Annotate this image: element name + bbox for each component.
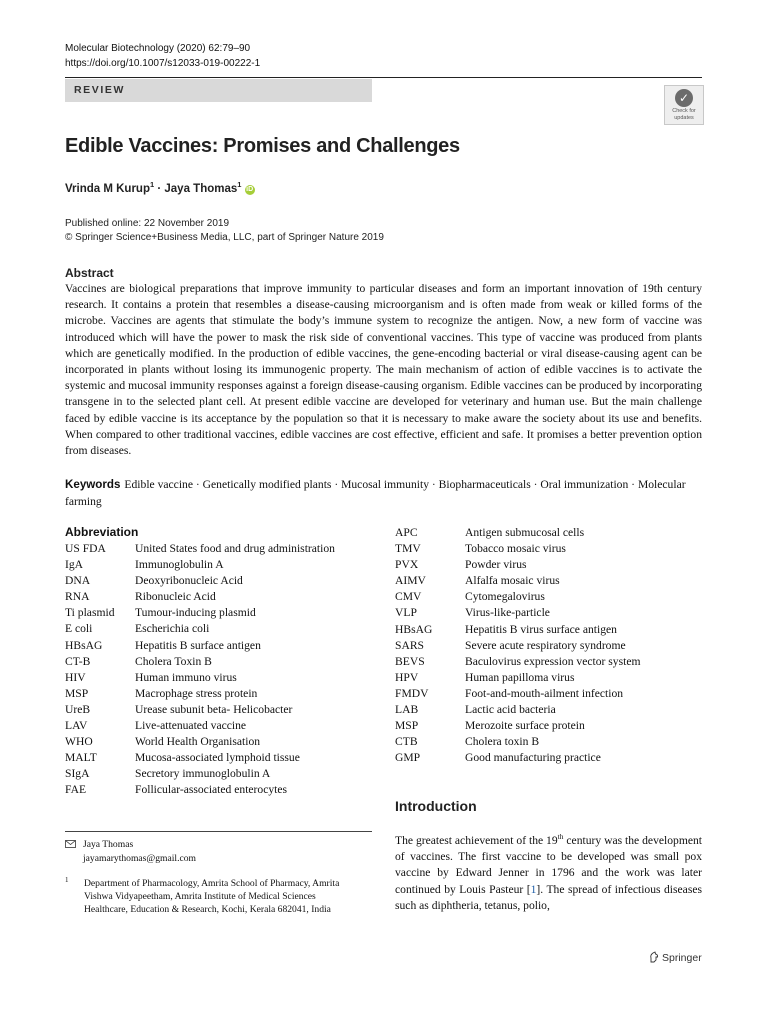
abbreviation-code: MSP (65, 686, 89, 700)
abbreviation-code: UreB (65, 702, 91, 716)
author-affiliation-sup: 1 (149, 180, 155, 189)
abbreviation-row (65, 541, 335, 557)
corresponding-name: Jaya Thomas (83, 839, 134, 850)
abbreviation-code: WHO (65, 735, 93, 749)
abbreviation-code: US FDA (65, 542, 106, 555)
abbreviation-row (65, 702, 335, 718)
abbreviation-code: PVX (395, 558, 419, 572)
abbreviation-code: IgA (65, 558, 84, 572)
abbreviation-row (65, 638, 335, 654)
abbreviation-definition: Cholera toxin B (465, 735, 540, 749)
abbreviation-code: E coli (65, 622, 93, 636)
abbreviation-code: AIMV (395, 574, 426, 588)
abbreviation-row (395, 573, 640, 589)
abbreviation-definition: Urease subunit beta- Helicobacter (135, 702, 293, 716)
abbreviation-code: HIV (65, 670, 86, 684)
abbreviation-list-right (395, 525, 640, 766)
publisher-name: Springer (662, 952, 702, 964)
abbreviation-definition: Mucosa-associated lymphoid tissue (135, 751, 300, 765)
keywords (65, 476, 702, 510)
abbreviation-code: TMV (395, 542, 421, 556)
abbreviation-definition: Severe acute respiratory syndrome (465, 638, 626, 652)
check-for-updates-badge[interactable] (664, 85, 704, 125)
abbreviation-definition: Tumour-inducing plasmid (135, 606, 256, 620)
abbreviation-code: CTB (395, 735, 418, 749)
abbreviation-definition: Alfalfa mosaic virus (465, 574, 560, 588)
abbreviation-definition: Foot-and-mouth-ailment infection (465, 686, 624, 700)
abbreviation-row (65, 782, 335, 798)
check-badge-line1: Check for (672, 108, 696, 114)
abbreviation-row (65, 670, 335, 686)
abbreviation-row (65, 734, 335, 750)
affiliation-text: Department of Pharmacology, Amrita School of Pharmacy, Amrita Vishwa Vidyapeetham, Amrita Institute of Medical Sciences Healthcare, Education & Research, Kochi, Kerala 682041, India (84, 878, 340, 915)
keywords-label: Keywords (65, 478, 121, 491)
abbreviation-row (395, 525, 640, 541)
keywords-text: Edible vaccine · Genetically modified plants · Mucosal immunity · Biopharmaceuticals · Oral immunization · Molecular farming (65, 478, 686, 508)
abbreviation-code: CMV (395, 590, 422, 604)
abbreviation-definition: United States food and drug administration (135, 542, 335, 555)
abbreviation-definition: Immunoglobulin A (135, 558, 224, 572)
citation-link[interactable]: 1 (530, 882, 537, 896)
footnote-rule (65, 831, 372, 832)
journal-header (65, 41, 260, 71)
abbreviation-row (395, 718, 640, 734)
affiliation (65, 877, 355, 916)
abbreviation-code: DNA (65, 574, 91, 588)
introduction-text: The greatest achievement of the 19th century was the development of vaccines. The first vaccine to be developed was small pox vaccine by Edward Jenner in 1796 and the work was later continued by Louis Pasteur [1]. The spread of infectious diseases such as diphtheria, tetanus, polio, (395, 832, 703, 912)
abbreviation-definition: Merozoite surface protein (465, 719, 585, 733)
abbreviation-definition: Human papilloma virus (465, 670, 575, 684)
abbreviation-code: Ti plasmid (65, 606, 115, 620)
publication-info (65, 217, 384, 245)
abbreviation-row (395, 654, 640, 670)
abbreviation-heading: Abbreviation (65, 525, 139, 539)
abbreviation-code: MSP (395, 719, 419, 733)
abbreviation-row (395, 557, 640, 573)
abbreviation-row (65, 573, 335, 589)
copyright-line: © Springer Science+Business Media, LLC, part of Springer Nature 2019 (65, 232, 384, 243)
abstract-text: Vaccines are biological preparations that improve immunity to particular diseases and form an important innovation of 19th century research. It contains a protein that resembles a disease-causing microorganism and is often made from weak or killed forms of the microbe. Vaccines are agents that stimulate the body’s immune system to recognize the antigen. Now, a new form of vaccine was introduced which will have the power to mask the risk side of conventional vaccines. This type of vaccine was produced from plants which are genetically modified. In the production of edible vaccines, the gene-encoding bacterial or viral disease-causing agent can be incorporated in plants without losing its immunogenic property. The main mechanism of action of edible vaccines is to activate the systemic and mucosal immunity responses against a foreign disease-causing organism. Edible vaccines can be produced by incorporating transgene in to the selected plant cell. At present edible vaccine are developed for veterinary and human use. But the main challenge faced by edible vaccine is its acceptance by the population so that it is necessary to make aware the society about its use and benefits. When compared to other traditional vaccines, edible vaccines are cost effective, efficient and safe. It promises a better prevention option from diseases. (65, 282, 702, 458)
check-badge-line2: updates (674, 114, 694, 121)
abbreviation-definition: Tobacco mosaic virus (465, 542, 566, 556)
abbreviation-definition: Cholera Toxin B (135, 654, 212, 668)
abbreviation-code: VLP (395, 606, 417, 620)
abbreviation-definition: Lactic acid bacteria (465, 703, 556, 717)
abbreviation-code: BEVS (395, 654, 425, 668)
abbreviation-row (395, 589, 640, 605)
abbreviation-definition: Human immuno virus (135, 670, 237, 684)
article-title: Edible Vaccines: Promises and Challenges (65, 135, 460, 157)
abbreviation-row (395, 734, 640, 750)
abbreviation-definition: Good manufacturing practice (465, 751, 601, 765)
springer-horse-icon (648, 951, 660, 963)
abbreviation-row (65, 766, 335, 782)
abbreviation-row (65, 621, 335, 637)
abbreviation-definition: Macrophage stress protein (135, 686, 258, 700)
abbreviation-row (65, 654, 335, 670)
bookmark-check-icon: ✓ (675, 89, 693, 107)
abbreviation-definition: Ribonucleic Acid (135, 590, 216, 604)
abbreviation-row (65, 718, 335, 734)
affiliation-number: 1 (65, 876, 69, 884)
abbreviation-row (395, 670, 640, 686)
abbreviation-definition: Baculovirus expression vector system (465, 654, 641, 668)
abbreviation-code: SARS (395, 638, 425, 652)
abbreviation-code: APC (395, 526, 418, 539)
envelope-icon (65, 840, 76, 848)
abbreviation-row (65, 605, 335, 621)
author-separator: · (154, 182, 165, 195)
corresponding-email[interactable]: jayamarythomas@gmail.com (83, 852, 197, 864)
abbreviation-row (65, 750, 335, 766)
abbreviation-code: GMP (395, 751, 421, 765)
abbreviation-code: RNA (65, 590, 90, 604)
abbreviation-row (395, 750, 640, 766)
abbreviation-definition: Secretory immunoglobulin A (135, 767, 271, 781)
author-affiliation-sup: 1 (237, 180, 242, 189)
publisher-logo (648, 951, 702, 964)
author-list (65, 177, 255, 197)
abbreviation-code: HBsAG (395, 622, 433, 636)
abbreviation-row (395, 686, 640, 702)
author-name[interactable]: Vrinda M Kurup (65, 182, 150, 195)
abstract-heading: Abstract (65, 266, 114, 280)
abbreviation-definition: Follicular-associated enterocytes (135, 783, 288, 797)
header-rule (65, 77, 702, 78)
abbreviation-code: MALT (65, 751, 97, 765)
journal-citation: Molecular Biotechnology (2020) 62:79–90 (65, 43, 251, 54)
abbreviation-definition: World Health Organisation (135, 735, 261, 749)
abbreviation-code: HBsAG (65, 638, 103, 652)
abbreviation-list-left (65, 541, 335, 799)
abbreviation-row (395, 541, 640, 557)
abbreviation-definition: Cytomegalovirus (465, 590, 545, 604)
abbreviation-definition: Hepatitis B surface antigen (135, 638, 261, 652)
abbreviation-row (65, 686, 335, 702)
abbreviation-code: HPV (395, 670, 419, 684)
abbreviation-code: LAV (65, 719, 88, 733)
orcid-icon[interactable]: iD (246, 185, 254, 193)
abbreviation-definition: Virus-like-particle (465, 606, 550, 620)
abbreviation-row (395, 638, 640, 654)
article-type-band (65, 79, 372, 102)
abbreviation-definition: Powder virus (465, 558, 527, 572)
published-date: Published online: 22 November 2019 (65, 218, 229, 229)
abbreviation-row (395, 702, 640, 718)
author-name[interactable]: Jaya Thomas (164, 182, 238, 195)
abbreviation-definition: Deoxyribonucleic Acid (135, 574, 243, 588)
abbreviation-code: SIgA (65, 767, 90, 781)
abbreviation-row (395, 622, 640, 638)
abbreviation-row (65, 557, 335, 573)
abbreviation-definition: Hepatitis B virus surface antigen (465, 622, 617, 636)
article-type-label: REVIEW (74, 84, 126, 96)
abbreviation-code: CT-B (65, 654, 91, 668)
introduction-heading: Introduction (395, 798, 477, 814)
abbreviation-row (395, 605, 640, 621)
abbreviation-definition: Antigen submucosal cells (465, 526, 585, 539)
abbreviation-definition: Live-attenuated vaccine (135, 719, 247, 733)
abbreviation-code: FMDV (395, 686, 429, 700)
corresponding-author (65, 838, 196, 865)
doi-link[interactable]: https://doi.org/10.1007/s12033-019-00222-1 (65, 58, 261, 69)
abbreviation-code: LAB (395, 703, 419, 717)
abbreviation-row (65, 589, 335, 605)
abbreviation-definition: Escherichia coli (135, 622, 210, 636)
abbreviation-code: FAE (65, 783, 87, 797)
